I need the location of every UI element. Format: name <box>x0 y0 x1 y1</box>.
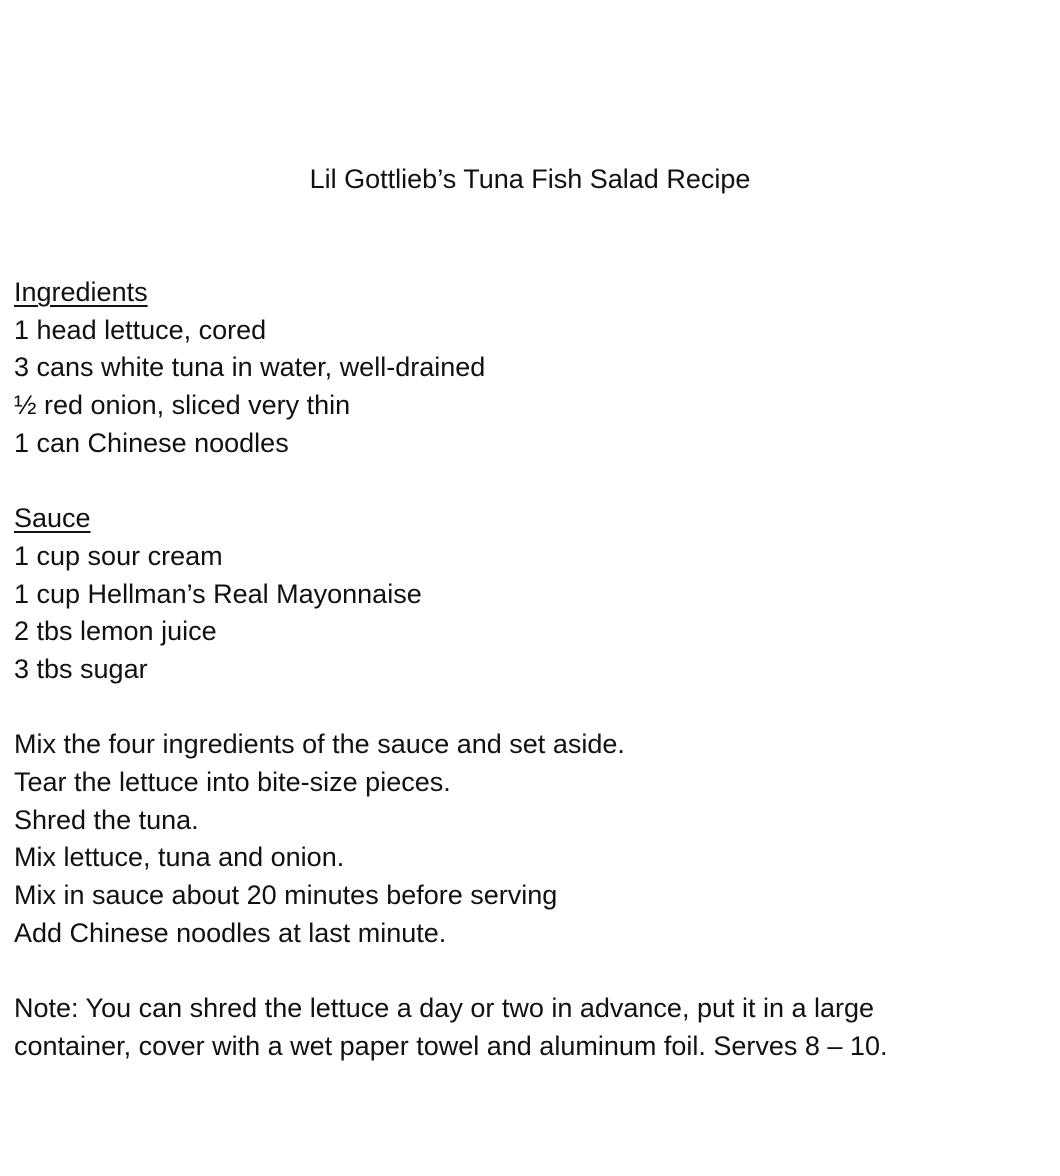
ingredient-item: ½ red onion, sliced very thin <box>14 390 351 421</box>
section-spacer <box>14 462 1044 500</box>
sauce-item: 3 tbs sugar <box>14 653 148 684</box>
instructions-list <box>14 726 1044 952</box>
instruction-step: Tear the lettuce into bite-size pieces. <box>14 766 451 797</box>
instructions-section <box>14 726 1044 952</box>
note-section <box>14 990 1044 1065</box>
instruction-step: Mix lettuce, tuna and onion. <box>14 842 345 873</box>
sauce-item: 1 cup sour cream <box>14 540 223 571</box>
ingredients-list <box>14 312 1044 463</box>
instruction-step: Add Chinese noodles at last minute. <box>14 917 447 948</box>
sauce-section <box>14 500 1044 688</box>
ingredient-item: 1 head lettuce, cored <box>14 314 267 345</box>
section-spacer <box>14 952 1044 990</box>
page-title: Lil Gottlieb’s Tuna Fish Salad Recipe <box>309 164 751 194</box>
recipe-body <box>14 274 1044 1065</box>
instruction-step: Mix in sauce about 20 minutes before serving <box>14 880 558 910</box>
note-line: Note: You can shred the lettuce a day or two in advance, put it in a large <box>14 993 875 1024</box>
sauce-item: 2 tbs lemon juice <box>14 616 217 647</box>
ingredient-item: 1 can Chinese noodles <box>14 427 289 458</box>
ingredients-heading: Ingredients <box>14 277 148 307</box>
sauce-list <box>14 538 1044 689</box>
instruction-step: Mix the four ingredients of the sauce and set aside. <box>14 729 625 760</box>
ingredient-item: 3 cans white tuna in water, well-drained <box>14 352 486 383</box>
section-spacer <box>14 689 1044 727</box>
note-line: container, cover with a wet paper towel and aluminum foil. Serves 8 – 10. <box>14 1030 888 1061</box>
sauce-heading: Sauce <box>14 503 91 534</box>
sauce-item: 1 cup Hellman’s Real Mayonnaise <box>14 578 422 609</box>
instruction-step: Shred the tuna. <box>14 804 199 835</box>
ingredients-section <box>14 274 1044 462</box>
